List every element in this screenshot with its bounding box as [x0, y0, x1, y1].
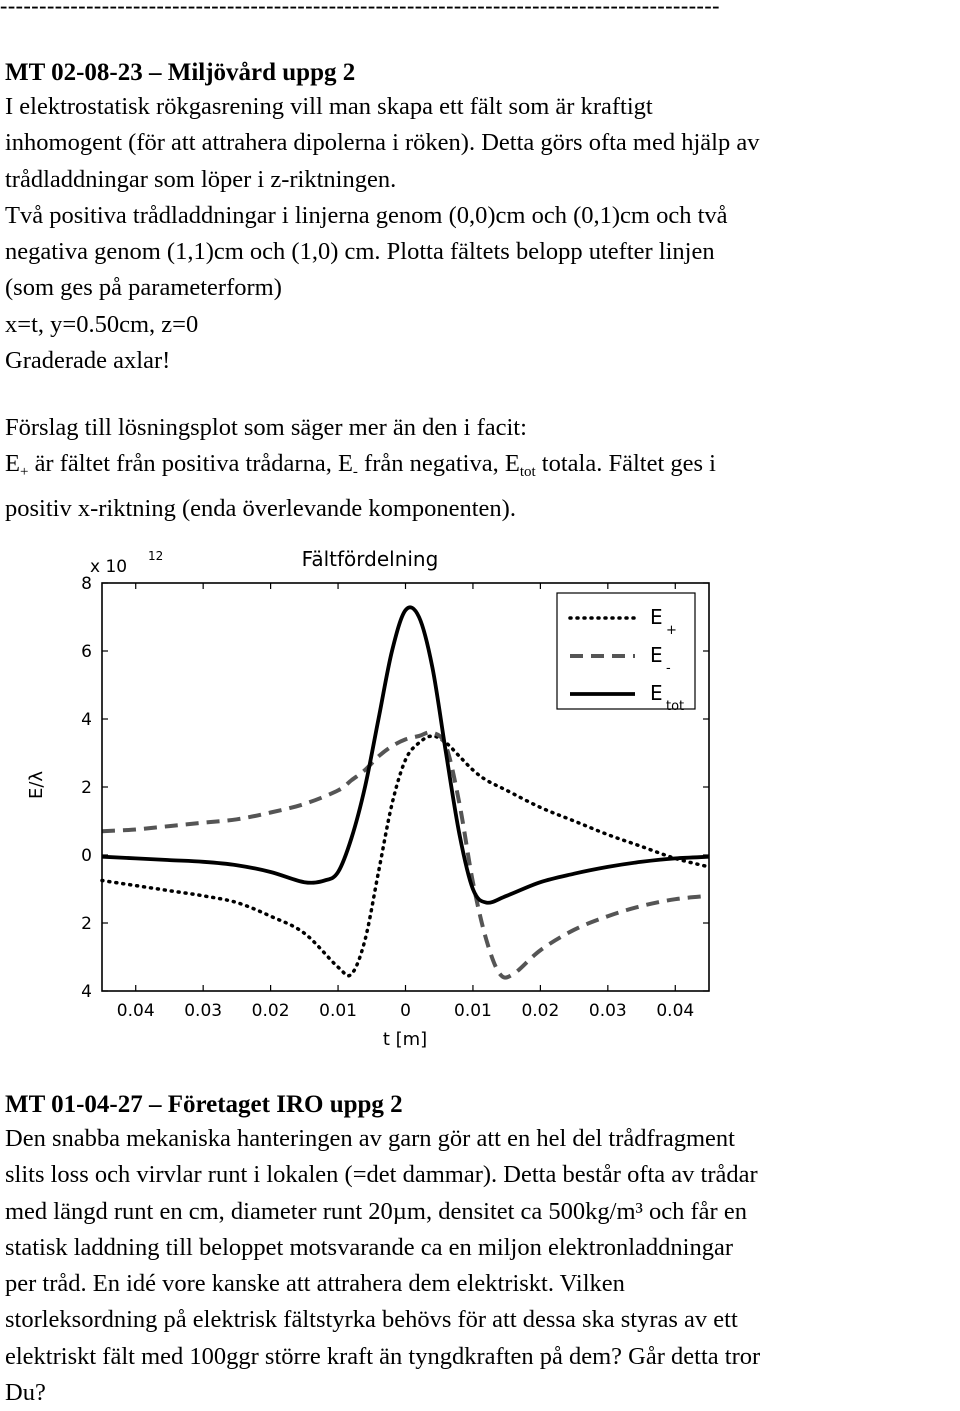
suggestion-legend-line: [5, 446, 954, 490]
x-tick-label: 0: [400, 1001, 411, 1021]
suggestion-line: Förslag till lösningsplot som säger mer än den i facit:: [5, 414, 527, 441]
problem2-line: Den snabba mekaniska hanteringen av garn gör att en hel del trådfragment: [5, 1125, 735, 1152]
legend-label: E: [650, 681, 663, 705]
suggestion-text-part: är fältet från positiva trådarna, E: [28, 450, 353, 478]
y-axis-label: E/λ: [26, 770, 47, 800]
y-tick-label: 2: [81, 778, 92, 798]
y-tick-label: 6: [81, 642, 92, 662]
problem1-line: trådladdningar som löper i z-riktningen.: [5, 165, 397, 193]
y-tick-label: 2: [81, 914, 92, 934]
sub-plus: +: [19, 464, 29, 481]
problem2-line: Du?: [5, 1379, 46, 1407]
problem2-line: elektriskt fält med 100ggr större kraft än tyngdkraften på dem? Går detta tror: [5, 1342, 761, 1370]
y-tick-label: 4: [81, 710, 92, 730]
problem2-line: med längd runt en cm, diameter runt 20µm, densitet ca 500kg/m³ och får en: [5, 1197, 747, 1225]
legend-box: [557, 593, 695, 709]
x-tick-label: 0.02: [521, 1001, 560, 1021]
sub-minus: -: [352, 464, 358, 481]
chart-title: Fältfördelning: [301, 547, 439, 571]
problem1-line: x=t, y=0.50cm, z=0: [5, 310, 199, 338]
legend-label-sub: -: [666, 661, 671, 676]
series-line-dashed: [102, 732, 709, 977]
y-tick-label: 4: [81, 982, 92, 1002]
problem2-text: [5, 1121, 954, 1411]
y-tick-label: 8: [81, 574, 92, 594]
problem1-line: (som ges på parameterform): [5, 274, 282, 302]
separator-rule: --------------------------------------------------------------------------------------------: [0, 0, 721, 18]
x-tick-label: 0.03: [588, 1001, 627, 1021]
x-tick-label: 0.03: [184, 1001, 223, 1021]
y-tick-label: 0: [81, 846, 92, 866]
x-axis-label: t [m]: [382, 1029, 428, 1050]
suggestion-line: positiv x-riktning (enda överlevande komponenten).: [5, 494, 516, 522]
problem2-title: MT 01-04-27 – Företaget IRO uppg 2: [5, 1091, 403, 1118]
problem2-line: per tråd. En idé vore kanske att attrahera dem elektriskt. Vilken: [5, 1270, 625, 1298]
legend-label-sub: +: [666, 623, 677, 638]
sub-tot: tot: [519, 464, 536, 481]
suggestion-text: [5, 410, 954, 527]
y-exponent: 12: [148, 549, 164, 563]
y-multiplier: x 10: [90, 557, 128, 577]
problem1-line: Graderade axlar!: [5, 347, 171, 375]
series-line-dotted: [102, 736, 709, 976]
x-tick-label: 0.04: [656, 1001, 695, 1021]
problem1-line: negativa genom (1,1)cm och (1,0) cm. Plotta fältets belopp utefter linjen: [5, 238, 715, 266]
x-tick-label: 0.01: [454, 1001, 492, 1021]
problem2-line: statisk laddning till beloppet motsvarande ca en miljon elektronladdningar: [5, 1233, 734, 1261]
problem1-line: Två positiva trådladdningar i linjerna genom (0,0)cm och (0,1)cm och två: [5, 201, 728, 229]
problem1-line: inhomogent (för att attrahera dipolerna i röken). Detta görs ofta med hjälp av: [5, 129, 760, 157]
legend: [557, 593, 695, 714]
x-tick-label: 0.02: [251, 1001, 290, 1021]
suggestion-text-part: totala. Fältet ges i: [535, 450, 716, 478]
problem1-text: [5, 89, 954, 379]
x-tick-label: 0.01: [319, 1001, 357, 1021]
suggestion-text-part: från negativa, E: [357, 450, 520, 478]
legend-label: E: [650, 643, 663, 667]
legend-label: E: [650, 605, 663, 629]
field-distribution-chart: [26, 540, 710, 1060]
symbol-e: E: [5, 450, 20, 478]
problem1-line: I elektrostatisk rökgasrening vill man skapa ett fält som är kraftigt: [5, 93, 653, 120]
problem2-line: storleksordning på elektrisk fältstyrka behövs för att dessa ska styras av ett: [5, 1306, 738, 1334]
problem2-line: slits loss och virvlar runt i lokalen (=det dammar). Detta består ofta av trådar: [5, 1161, 758, 1189]
problem1-title: MT 02-08-23 – Miljövård uppg 2: [5, 59, 356, 86]
x-tick-label: 0.04: [116, 1001, 155, 1021]
legend-label-sub: tot: [666, 699, 685, 714]
